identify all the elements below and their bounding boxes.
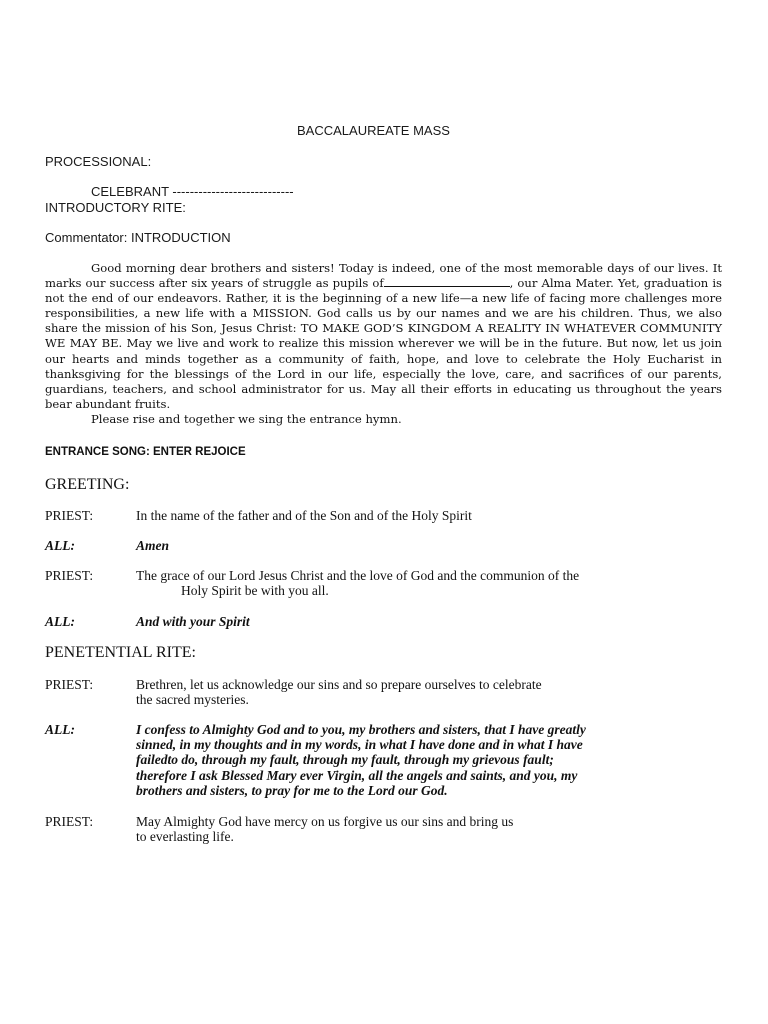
confiteor-line: brothers and sisters, to pray for me to the Lord our God. <box>136 782 448 798</box>
celebrant-line: CELEBRANT ---------------------------- <box>91 184 294 199</box>
confiteor-line: therefore I ask Blessed Mary ever Virgin, all the angels and saints, and you, my <box>136 767 578 783</box>
confiteor-line: I confess to Almighty God and to you, my brothers and sisters, that I have greatly <box>136 722 586 737</box>
penitential-priest-label-1: PRIEST: <box>45 677 94 692</box>
document-title: BACCALAUREATE MASS <box>297 123 450 138</box>
introductory-rite-label: INTRODUCTORY RITE: <box>45 200 186 215</box>
greeting-priest-text-2b: Holy Spirit be with you all. <box>181 583 329 598</box>
greeting-all-text-2: And with your Spirit <box>136 614 250 629</box>
confiteor-text <box>136 722 586 798</box>
greeting-heading: GREETING: <box>45 476 130 493</box>
penitential-priest-text-1 <box>136 677 542 707</box>
penitential-heading: PENETENTIAL RITE: <box>45 644 196 661</box>
penitential-priest-text-2 <box>136 814 513 844</box>
commentator-label: Commentator: INTRODUCTION <box>45 230 231 245</box>
greeting-priest-text-2a: The grace of our Lord Jesus Christ and the love of God and the communion of the <box>136 568 580 583</box>
penitential-priest-line-1b: the sacred mysteries. <box>136 692 249 707</box>
greeting-priest-label-1: PRIEST: <box>45 508 94 523</box>
introduction-paragraph <box>45 261 722 427</box>
processional-label: PROCESSIONAL: <box>45 154 152 169</box>
penitential-all-label: ALL: <box>45 722 75 737</box>
entrance-song: ENTRANCE SONG: ENTER REJOICE <box>45 446 246 458</box>
penitential-priest-line-1a: Brethren, let us acknowledge our sins and so prepare ourselves to celebrate <box>136 677 542 692</box>
intro-closing: Please rise and together we sing the entrance hymn. <box>91 411 402 426</box>
intro-text-part2: , our Alma Mater. Yet, graduation is not the end of our endeavors. Rather, it is the beginning of a new life—a new life of facing more challenges more responsibilities, a new life with a MISSION. God calls us by our names and we are his children. Thus, we also share the mission of his Son, Jesus Christ: TO MAKE GOD’S KINGDOM A REALITY IN WHATEVER COMMUNITY WE MAY BE. May we live and work to realize this mission wherever we will be in the future. But now, let us join our hearts and minds together as a community of faith, hope, and love to celebrate the Holy Eucharist in thanksgiving for the blessings of the Lord in our life, especially the love, care, and sacrifices of our parents, guardians, teachers, and school administrator for us. May all their efforts in educating us throughout the years bear abundant fruits. <box>45 276 722 411</box>
greeting-priest-label-2: PRIEST: <box>45 568 94 583</box>
confiteor-line: sinned, in my thoughts and in my words, in what I have done and in what I have <box>136 737 583 753</box>
confiteor-line: failedto do, through my fault, through my fault, through my grievous fault; <box>136 752 554 768</box>
greeting-all-label-1: ALL: <box>45 538 75 553</box>
greeting-all-label-2: ALL: <box>45 614 75 629</box>
school-name-blank <box>384 277 510 287</box>
greeting-priest-text-1: In the name of the father and of the Son and of the Holy Spirit <box>136 508 472 523</box>
intro-text-part1: Good morning dear brothers and sisters! Today is indeed, one of the most memorable days of our lives. It marks our success after six years of struggle as pupils of <box>45 261 722 291</box>
penitential-priest-line-2b: to everlasting life. <box>136 829 234 844</box>
penitential-priest-label-2: PRIEST: <box>45 814 94 829</box>
penitential-priest-line-2a: May Almighty God have mercy on us forgive us our sins and bring us <box>136 814 514 829</box>
greeting-all-text-1: Amen <box>136 538 170 553</box>
